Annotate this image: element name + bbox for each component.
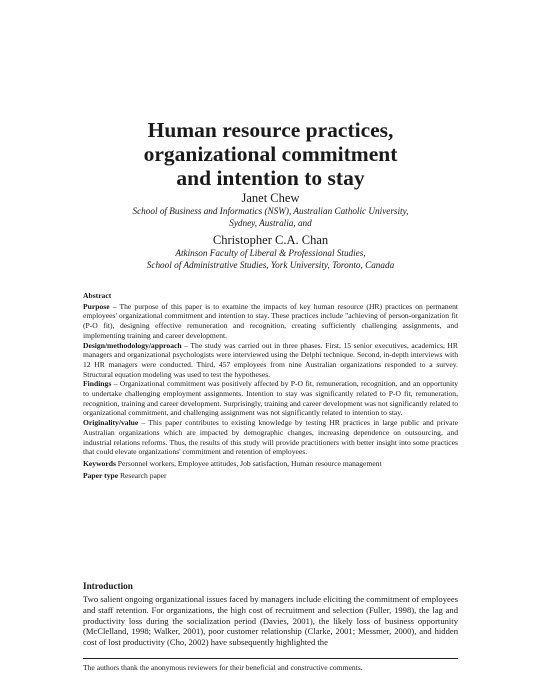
author-affiliation [40,248,501,271]
author-name: Christopher C.A. Chan [212,233,329,247]
footnote: The authors thank the anonymous reviewers for their beneficial and constructive comments. [83,663,363,672]
abstract-label: Paper type [83,470,119,480]
abstract-label: Originality/value [83,418,139,428]
affiliation-line: Sydney, Australia, and [229,217,312,228]
title-line: and intention to stay [176,166,365,190]
affiliation-line: School of Administrative Studies, York University, Toronto, Canada [146,259,395,270]
abstract-text: – The study was carried out in three phases. First, 15 senior executives, academics, HR managers and organizational psychologists were interviewed using the Delphi technique. Second, in-depth interviews with 12 HR managers were conducted. Third, 457 employees from nine Australian organizations responded to a survey. Structural equation modeling was used to test the hypotheses. [83,340,458,379]
abstract-design [83,341,458,380]
abstract-text: Research paper [118,470,167,480]
title-line: Human resource practices, [147,118,394,142]
author-name: Janet Chew [241,191,300,205]
abstract-heading: Abstract [83,291,112,300]
abstract-text: Personnel workers, Employee attitudes, Job satisfaction, Human resource management [115,458,382,468]
abstract-findings [83,379,458,418]
abstract-paper-type [83,471,458,481]
paper-title [60,118,481,190]
abstract-text: – This paper contributes to existing knowledge by testing HR practices in large public and private Australian organizations which are impacted by demographic changes, increasing dependence on outsourcing, and industrial relations reforms. Thus, the results of this study will provide practitioners with better insight into some practices that could elevate organizations' commitment and retention of employees. [83,418,458,457]
abstract-label: Keywords [83,458,116,468]
abstract-label: Design/methodology/approach [83,340,182,350]
abstract-label: Purpose [83,301,110,311]
abstract-label: Findings [83,379,112,389]
title-line: organizational commitment [143,142,398,166]
abstract [83,291,458,480]
abstract-originality [83,418,458,457]
abstract-purpose [83,302,458,341]
introduction-text: Two salient ongoing organizational issues faced by managers include eliciting the commitment of employees and staff retention. For organizations, the high cost of recruitment and selection (Fuller, 1998), the lag and productivity loss during the socialization period (Davies, 2001), the likely loss of business opportunity (McClelland, 1998; Walker, 2001), poor customer relationship (Clarke, 2001; Messmer, 2000), and hidden cost of lost productivity (Cho, 2002) have subsequently highlighted the [83,594,458,648]
affiliation-line: Atkinson Faculty of Liberal & Professional Studies, [175,248,366,258]
footnote-rule [83,658,458,659]
abstract-text: – Organizational commitment was positively affected by P-O fit, remuneration, recognition, and an opportunity to undertake challenging employment assignments. Intention to stay was significantly related to P-O fit, remuneration, recognition, training and career development. Surprisingly, training and career development was not significantly related to organizational commitment, and challenging assignment was not significantly related to intention to stay. [83,379,458,418]
abstract-text: – The purpose of this paper is to examine the impacts of key human resource (HR) practices on permanent employees' organizational commitment and intention to stay. These practices include "achieving of person-organization fit (P-O fit), designing effective remuneration and recognition, creating sufficiently challenging assignments, and implementing training and career development. [83,301,458,340]
affiliation-line: School of Business and Informatics (NSW), Australian Catholic University, [132,206,409,216]
abstract-keywords [83,459,458,469]
author-affiliation [40,206,501,229]
section-heading: Introduction [83,581,133,591]
